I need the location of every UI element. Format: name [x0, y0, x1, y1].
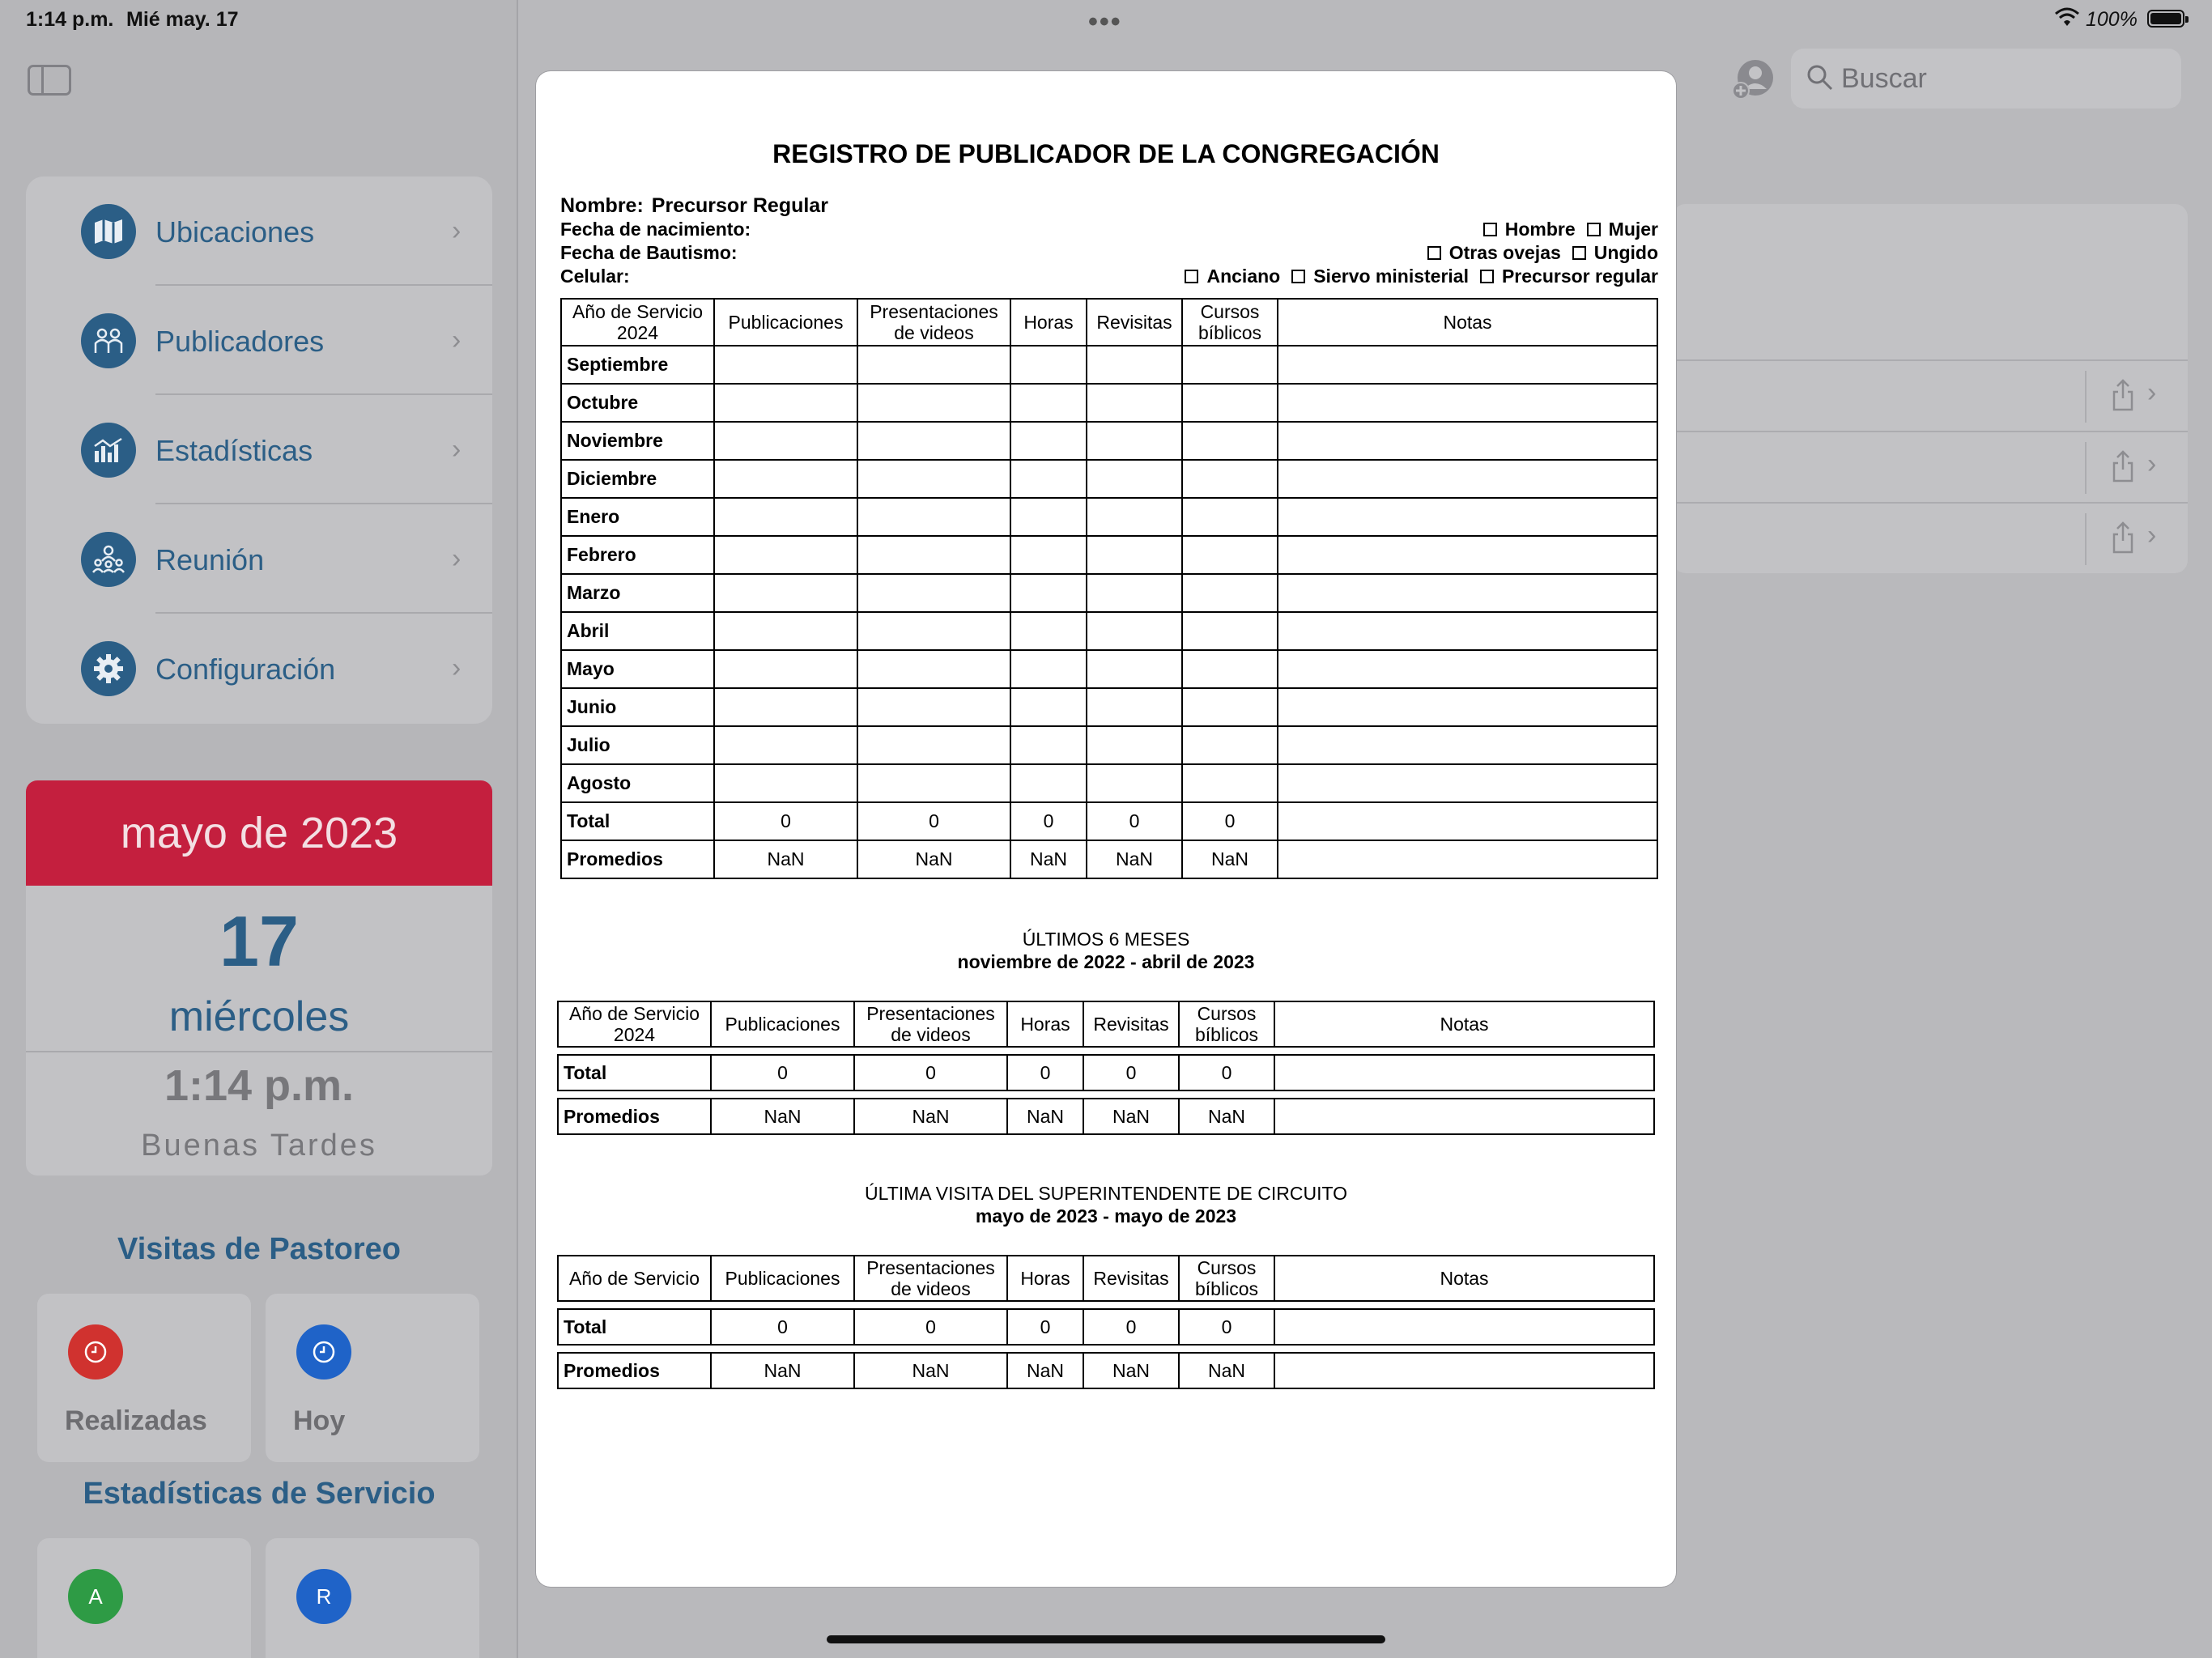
entry-cell — [857, 346, 1010, 384]
wifi-icon — [2054, 6, 2080, 28]
entry-cell — [1010, 650, 1087, 688]
birth-label: Fecha de nacimiento: — [560, 219, 751, 240]
total-cell: 0 — [1006, 1054, 1083, 1091]
main-menu — [26, 176, 492, 724]
clock-icon — [68, 1324, 123, 1380]
header-notas: Notas — [1278, 299, 1657, 346]
list-item[interactable] — [1673, 359, 2188, 431]
entry-cell — [714, 536, 857, 574]
header-horas: Horas — [1006, 1001, 1083, 1048]
entry-cell — [1010, 498, 1087, 536]
table-row — [557, 1352, 1655, 1389]
average-cell: NaN — [1006, 1098, 1083, 1135]
sidebar-item-label: Publicadores — [155, 325, 325, 358]
average-cell: NaN — [1087, 840, 1182, 878]
average-cell: NaN — [853, 1098, 1006, 1135]
checkbox-precursor-regular[interactable] — [1480, 266, 1658, 287]
entry-cell — [1182, 726, 1278, 764]
chevron-right-icon: › — [452, 543, 462, 574]
entry-cell — [1010, 764, 1087, 802]
month-label: Mayo — [561, 650, 714, 688]
option-label: Hombre — [1504, 219, 1576, 240]
search-bar[interactable] — [1791, 49, 2181, 108]
header-horas: Horas — [1006, 1255, 1083, 1302]
sidebar-item-configuracion[interactable] — [26, 614, 492, 723]
average-label: Promedios — [561, 840, 714, 878]
entry-cell — [857, 384, 1010, 422]
entry-cell — [1087, 612, 1182, 650]
average-cell: NaN — [1006, 1352, 1083, 1389]
letter-a-icon: A — [68, 1569, 123, 1624]
entry-cell — [857, 574, 1010, 612]
entry-cell — [1010, 422, 1087, 460]
home-indicator[interactable] — [827, 1635, 1385, 1643]
name-line — [560, 194, 828, 218]
share-icon[interactable] — [2112, 521, 2134, 554]
header-videos: Presentaciones de videos — [857, 299, 1010, 346]
sidebar-toggle-icon[interactable] — [28, 65, 71, 96]
notes-cell — [1278, 498, 1657, 536]
table-row — [561, 764, 1657, 802]
entry-cell — [714, 460, 857, 498]
average-cell: NaN — [1083, 1098, 1178, 1135]
header-service-year: Año de Servicio 2024 — [557, 1001, 710, 1048]
entry-cell — [857, 536, 1010, 574]
month-label: Diciembre — [561, 460, 714, 498]
header-service-year: Año de Servicio — [557, 1255, 710, 1302]
chevron-right-icon: › — [452, 434, 462, 465]
notes-cell — [1278, 384, 1657, 422]
month-label: Abril — [561, 612, 714, 650]
notes-cell — [1278, 460, 1657, 498]
entry-cell — [1087, 688, 1182, 726]
total-cell: 0 — [1083, 1308, 1178, 1346]
battery-percent: 100% — [2086, 8, 2138, 31]
divider — [2085, 371, 2087, 423]
entry-cell — [1010, 612, 1087, 650]
option-label: Precursor regular — [1501, 266, 1658, 287]
entry-cell — [857, 498, 1010, 536]
auxiliar-tile[interactable] — [37, 1538, 251, 1658]
sidebar-item-label: Configuración — [155, 653, 336, 686]
header-videos: Presentaciones de videos — [853, 1001, 1006, 1048]
meeting-icon — [81, 532, 136, 587]
checkbox-icon — [1572, 246, 1586, 260]
month-label: Septiembre — [561, 346, 714, 384]
total-cell: 0 — [1083, 1054, 1178, 1091]
battery-icon — [2147, 10, 2184, 28]
checkbox-icon — [1587, 223, 1601, 236]
entry-cell — [1182, 764, 1278, 802]
gender-options — [1483, 219, 1658, 240]
entry-cell — [1182, 612, 1278, 650]
entry-cell — [1087, 536, 1182, 574]
calendar-weekday: miércoles — [168, 993, 350, 1040]
regular-tile[interactable] — [266, 1538, 479, 1658]
notes-cell — [1274, 1098, 1655, 1135]
average-cell: NaN — [710, 1352, 853, 1389]
month-label: Agosto — [561, 764, 714, 802]
header-cursos: Cursos bíblicos — [1182, 299, 1278, 346]
chevron-right-icon: › — [2147, 449, 2157, 479]
share-icon[interactable] — [2112, 450, 2134, 483]
chevron-right-icon: › — [452, 215, 462, 246]
total-cell: 0 — [1178, 1054, 1274, 1091]
notes-cell — [1278, 574, 1657, 612]
header-revisitas: Revisitas — [1083, 1001, 1178, 1048]
search-icon — [1806, 63, 1835, 92]
entry-cell — [1182, 688, 1278, 726]
header-publicaciones: Publicaciones — [710, 1001, 853, 1048]
total-label: Total — [557, 1054, 710, 1091]
gear-icon — [81, 641, 136, 696]
notes-cell — [1278, 802, 1657, 840]
average-cell: NaN — [710, 1098, 853, 1135]
table-row — [561, 574, 1657, 612]
notes-cell — [1278, 726, 1657, 764]
entry-cell — [1182, 650, 1278, 688]
table-row — [561, 612, 1657, 650]
total-cell: 0 — [1006, 1308, 1083, 1346]
table-row — [557, 1308, 1655, 1346]
entry-cell — [1010, 460, 1087, 498]
checkbox-icon — [1480, 270, 1494, 283]
header-service-year: Año de Servicio 2024 — [561, 299, 714, 346]
notes-cell — [1274, 1308, 1655, 1346]
average-cell: NaN — [1083, 1352, 1178, 1389]
total-cell: 0 — [857, 802, 1010, 840]
sidebar-item-label: Ubicaciones — [155, 215, 315, 249]
checkbox-anciano[interactable] — [1185, 266, 1280, 287]
entry-cell — [714, 726, 857, 764]
entry-cell — [714, 422, 857, 460]
sidebar-item-label: Reunión — [155, 543, 265, 576]
month-label: Marzo — [561, 574, 714, 612]
header-revisitas: Revisitas — [1087, 299, 1182, 346]
letter-r-icon: R — [296, 1569, 351, 1624]
checkbox-siervo-ministerial[interactable] — [1291, 266, 1469, 287]
average-cell: NaN — [1178, 1098, 1274, 1135]
search-input[interactable] — [1841, 57, 2165, 100]
multitask-dots-icon[interactable]: ••• — [1088, 6, 1122, 37]
publisher-record-sheet — [536, 71, 1676, 1587]
month-label: Febrero — [561, 536, 714, 574]
option-label: Anciano — [1206, 266, 1281, 287]
sidebar-item-reunion[interactable] — [26, 504, 492, 614]
entry-cell — [1087, 764, 1182, 802]
entry-cell — [1010, 384, 1087, 422]
sidebar-item-publicadores[interactable] — [26, 286, 492, 395]
checkbox-icon — [1291, 270, 1305, 283]
clock-icon — [296, 1324, 351, 1380]
notes-cell — [1278, 536, 1657, 574]
greeting-text: Buenas Tardes — [141, 1129, 377, 1163]
checkbox-otras-ovejas[interactable] — [1427, 242, 1561, 264]
total-cell: 0 — [1087, 802, 1182, 840]
status-bar — [0, 0, 2212, 37]
notes-cell — [1278, 612, 1657, 650]
entry-cell — [714, 346, 857, 384]
option-label: Mujer — [1608, 219, 1658, 240]
average-cell: NaN — [1178, 1352, 1274, 1389]
calendar-time: 1:14 p.m. — [164, 1061, 355, 1110]
header-cursos: Cursos bíblicos — [1178, 1001, 1274, 1048]
average-label: Promedios — [557, 1098, 710, 1135]
notes-cell — [1274, 1054, 1655, 1091]
entry-cell — [857, 688, 1010, 726]
notes-cell — [1278, 650, 1657, 688]
table-row — [561, 384, 1657, 422]
total-label: Total — [561, 802, 714, 840]
total-label: Total — [557, 1308, 710, 1346]
notes-cell — [1274, 1352, 1655, 1389]
entry-cell — [1087, 498, 1182, 536]
chevron-right-icon: › — [2147, 377, 2157, 408]
sidebar-item-label: Estadísticas — [155, 434, 313, 467]
notes-cell — [1278, 422, 1657, 460]
average-cell: NaN — [714, 840, 857, 878]
chevron-right-icon: › — [452, 653, 462, 683]
average-cell: NaN — [1010, 840, 1087, 878]
divider — [26, 1051, 492, 1052]
checkbox-hombre[interactable] — [1483, 219, 1576, 240]
total-cell: 0 — [853, 1308, 1006, 1346]
notes-cell — [1278, 764, 1657, 802]
table-row — [561, 802, 1657, 840]
entry-cell — [1087, 384, 1182, 422]
entry-cell — [1182, 460, 1278, 498]
total-cell: 0 — [714, 802, 857, 840]
entry-cell — [714, 612, 857, 650]
chart-icon — [81, 423, 136, 478]
entry-cell — [1087, 726, 1182, 764]
calendar-widget — [26, 780, 492, 1175]
header-revisitas: Revisitas — [1083, 1255, 1178, 1302]
list-item[interactable] — [1673, 431, 2188, 502]
notes-cell — [1278, 688, 1657, 726]
entry-cell — [1087, 460, 1182, 498]
map-icon — [81, 204, 136, 259]
month-label: Junio — [561, 688, 714, 726]
hope-options — [1427, 242, 1658, 264]
entry-cell — [1010, 574, 1087, 612]
last6-range: noviembre de 2022 - abril de 2023 — [957, 951, 1255, 972]
table-row — [561, 498, 1657, 536]
entry-cell — [1182, 422, 1278, 460]
entry-cell — [714, 498, 857, 536]
chevron-right-icon: › — [2147, 520, 2157, 551]
entry-cell — [1182, 574, 1278, 612]
table-row — [561, 840, 1657, 878]
option-label: Ungido — [1593, 242, 1658, 263]
table-row — [561, 422, 1657, 460]
header-publicaciones: Publicaciones — [714, 299, 857, 346]
entry-cell — [857, 612, 1010, 650]
entry-cell — [714, 688, 857, 726]
entry-cell — [1087, 346, 1182, 384]
name-value: Precursor Regular — [651, 194, 828, 217]
entry-cell — [714, 764, 857, 802]
list-item[interactable] — [1673, 502, 2188, 573]
baptism-label: Fecha de Bautismo: — [560, 242, 738, 263]
circuit-title: ÚLTIMA VISITA DEL SUPERINTENDENTE DE CIRCUITO — [865, 1183, 1347, 1204]
option-label: Otras ovejas — [1448, 242, 1561, 263]
people-icon — [81, 313, 136, 368]
estadisticas-section-title: Estadísticas de Servicio — [83, 1477, 436, 1511]
entry-cell — [1182, 498, 1278, 536]
entry-cell — [857, 422, 1010, 460]
notes-cell — [1278, 346, 1657, 384]
table-row — [561, 346, 1657, 384]
entry-cell — [1182, 384, 1278, 422]
table-row — [557, 1054, 1655, 1091]
entry-cell — [857, 460, 1010, 498]
document-title: REGISTRO DE PUBLICADOR DE LA CONGREGACIÓN — [772, 139, 1440, 168]
entry-cell — [1010, 726, 1087, 764]
entry-cell — [857, 726, 1010, 764]
last6-section — [536, 928, 1676, 973]
service-year-table — [560, 298, 1658, 879]
entry-cell — [1182, 536, 1278, 574]
checkbox-icon — [1427, 246, 1441, 260]
status-time: 1:14 p.m. — [26, 8, 114, 31]
entry-cell — [857, 764, 1010, 802]
divider — [2085, 513, 2087, 565]
table-row — [561, 726, 1657, 764]
visitas-section-title: Visitas de Pastoreo — [117, 1232, 401, 1266]
total-cell: 0 — [1182, 802, 1278, 840]
average-cell: NaN — [857, 840, 1010, 878]
total-cell: 0 — [710, 1308, 853, 1346]
status-date: Mié may. 17 — [126, 8, 239, 31]
average-cell: NaN — [1182, 840, 1278, 878]
tile-label: Realizadas — [65, 1405, 207, 1436]
calendar-month: mayo de 2023 — [26, 780, 492, 886]
month-label: Noviembre — [561, 422, 714, 460]
header-horas: Horas — [1010, 299, 1087, 346]
share-icon[interactable] — [2112, 379, 2134, 411]
entry-cell — [1087, 422, 1182, 460]
circuit-table — [557, 1248, 1655, 1396]
entry-cell — [714, 384, 857, 422]
privilege-options — [1185, 266, 1658, 287]
table-row — [561, 460, 1657, 498]
sidebar-item-estadisticas[interactable] — [26, 395, 492, 504]
header-cursos: Cursos bíblicos — [1178, 1255, 1274, 1302]
header-notas: Notas — [1274, 1255, 1655, 1302]
entry-cell — [1010, 688, 1087, 726]
total-cell: 0 — [1010, 802, 1087, 840]
header-videos: Presentaciones de videos — [853, 1255, 1006, 1302]
total-cell: 0 — [710, 1054, 853, 1091]
realizadas-tile[interactable] — [37, 1294, 251, 1462]
checkbox-ungido[interactable] — [1572, 242, 1658, 264]
table-row — [561, 650, 1657, 688]
entry-cell — [1182, 346, 1278, 384]
table-row — [557, 1098, 1655, 1135]
tile-label: Hoy — [293, 1405, 346, 1436]
entry-cell — [714, 650, 857, 688]
average-label: Promedios — [557, 1352, 710, 1389]
circuit-section — [536, 1182, 1676, 1227]
last6-title: ÚLTIMOS 6 MESES — [1022, 929, 1190, 950]
sidebar — [0, 0, 518, 1658]
checkbox-icon — [1185, 270, 1198, 283]
add-profile-icon[interactable] — [1731, 58, 1775, 102]
average-cell: NaN — [853, 1352, 1006, 1389]
divider — [2085, 442, 2087, 494]
sidebar-item-ubicaciones[interactable] — [26, 176, 492, 286]
total-cell: 0 — [853, 1054, 1006, 1091]
entry-cell — [1087, 650, 1182, 688]
table-row — [561, 688, 1657, 726]
name-label: Nombre: — [560, 194, 644, 217]
total-cell: 0 — [1178, 1308, 1274, 1346]
circuit-range: mayo de 2023 - mayo de 2023 — [975, 1205, 1237, 1226]
checkbox-mujer[interactable] — [1587, 219, 1658, 240]
month-label: Octubre — [561, 384, 714, 422]
entry-cell — [1010, 346, 1087, 384]
header-notas: Notas — [1274, 1001, 1655, 1048]
hoy-tile[interactable] — [266, 1294, 479, 1462]
phone-label: Celular: — [560, 266, 630, 287]
month-label: Enero — [561, 498, 714, 536]
month-label: Julio — [561, 726, 714, 764]
chevron-right-icon: › — [452, 325, 462, 355]
entry-cell — [857, 650, 1010, 688]
calendar-day: 17 — [219, 901, 299, 981]
entry-cell — [1087, 574, 1182, 612]
notes-cell — [1278, 840, 1657, 878]
header-publicaciones: Publicaciones — [710, 1255, 853, 1302]
entry-cell — [1010, 536, 1087, 574]
table-row — [561, 536, 1657, 574]
last6-table — [557, 994, 1655, 1141]
checkbox-icon — [1483, 223, 1497, 236]
option-label: Siervo ministerial — [1313, 266, 1469, 287]
entry-cell — [714, 574, 857, 612]
